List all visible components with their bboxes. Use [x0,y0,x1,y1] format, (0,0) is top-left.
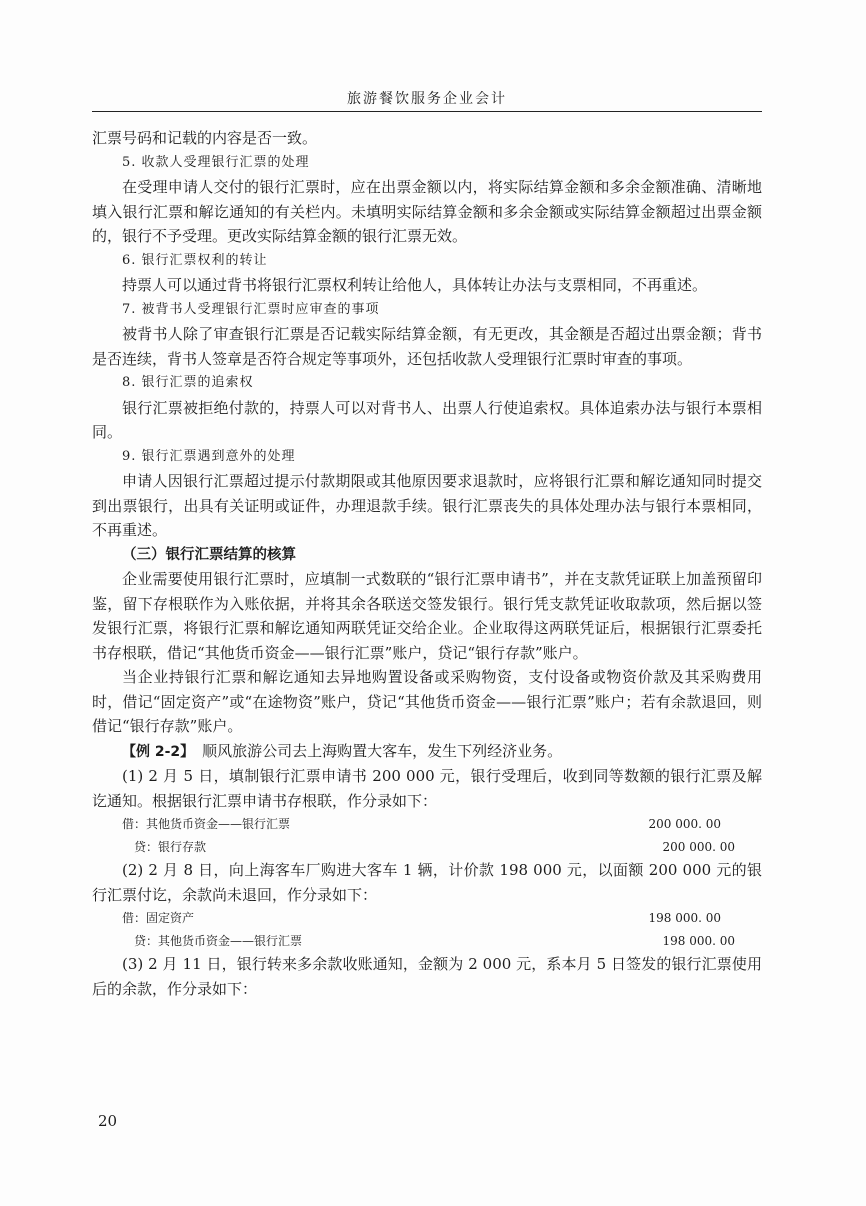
journal-entry-debit [92,907,762,930]
journal-entry-amount: 200 000. 00 [648,817,721,831]
journal-entry-account: 贷：银行存款 [134,839,207,854]
paragraph: (2) 2 月 8 日，向上海客车厂购进大客车 1 辆，计价款 198 000 元，以面额 200 000 元的银行汇票付讫，余款尚未退回，作分录如下： [92,861,762,904]
page-body [92,126,762,1001]
paragraph: 企业需要使用银行汇票时，应填制一式数联的“银行汇票申请书”，并在支款凭证联上加盖预留印鉴，留下存根联作为入账依据，并将其余各联送交签发银行。银行凭支款凭证收取款项，然后据以签发银行汇票，将银行汇票和解讫通知两联凭证交给企业。企业取得这两联凭证后，根据银行汇票委托书存根联，借记“其他货币资金——银行汇票”账户，贷记“银行存款”账户。 [92,570,762,662]
paragraph: 汇票号码和记载的内容是否一致。 [92,129,318,147]
journal-entry-credit [92,836,762,859]
journal-entry-debit [92,813,762,836]
paragraph: 在受理申请人交付的银行汇票时，应在出票金额以内，将实际结算金额和多余金额准确、清晰地填入银行汇票和解讫通知的有关栏内。未填明实际结算金额和多余金额或实际结算金额超过出票金额的，银行不予受理。更改实际结算金额的银行汇票无效。 [92,178,762,245]
paragraph: 当企业持银行汇票和解讫通知去异地购置设备或采购物资，支付设备或物资价款及其采购费用时，借记“固定资产”或“在途物资”账户，贷记“其他货币资金——银行汇票”账户；若有余款退回，则借记“银行存款”账户。 [92,668,762,735]
header-rule [92,111,762,112]
subsection-heading: 5. 收款人受理银行汇票的处理 [122,154,310,170]
example-label: 【例 2-2】 [122,743,188,760]
example-paragraph [92,739,762,765]
paragraph: (3) 2 月 11 日，银行转来多余款收账通知，金额为 2 000 元，系本月 5 日签发的银行汇票使用后的余款，作分录如下： [92,955,762,998]
subsection-heading: 9. 银行汇票遇到意外的处理 [122,448,296,464]
journal-entry-account: 贷：其他货币资金——银行汇票 [134,933,303,948]
section-heading: （三）银行汇票结算的核算 [122,546,296,563]
journal-entry-amount: 198 000. 00 [648,911,721,925]
subsection-heading: 8. 银行汇票的追索权 [122,375,254,390]
paragraph: 被背书人除了审查银行汇票是否记载实际结算金额，有无更改，其金额是否超过出票金额；背书是否连续，背书人签章是否符合规定等事项外，还包括收款人受理银行汇票时审查的事项。 [92,325,762,368]
journal-entry-amount: 200 000. 00 [662,839,735,854]
journal-entry-account: 借：固定资产 [122,911,195,925]
running-header: 旅游餐饮服务企业会计 [347,91,507,107]
journal-entry-account: 借：其他货币资金——银行汇票 [122,817,291,831]
journal-entry-amount: 198 000. 00 [662,933,735,948]
journal-entry-credit [92,930,762,953]
paragraph: 持票人可以通过背书将银行汇票权利转让给他人，具体转让办法与支票相同，不再重述。 [122,276,708,294]
example-text: 顺风旅游公司去上海购置大客车，发生下列经济业务。 [187,741,563,760]
paragraph: 银行汇票被拒绝付款的，持票人可以对背书人、出票人行使追索权。具体追索办法与银行本票相同。 [92,398,762,441]
paragraph: 申请人因银行汇票超过提示付款期限或其他原因要求退款时，应将银行汇票和解讫通知同时提交到出票银行，出具有关证明或证件，办理退款手续。银行汇票丧失的具体处理办法与银行本票相同，不再重述。 [92,472,762,539]
subsection-heading: 7. 被背书人受理银行汇票时应审查的事项 [122,301,380,317]
subsection-heading: 6. 银行汇票权利的转让 [122,252,268,268]
page-number: 20 [98,1112,118,1130]
paragraph: (1) 2 月 5 日，填制银行汇票申请书 200 000 元，银行受理后，收到同等数额的银行汇票及解讫通知。根据银行汇票申请书存根联，作分录如下： [92,767,762,810]
